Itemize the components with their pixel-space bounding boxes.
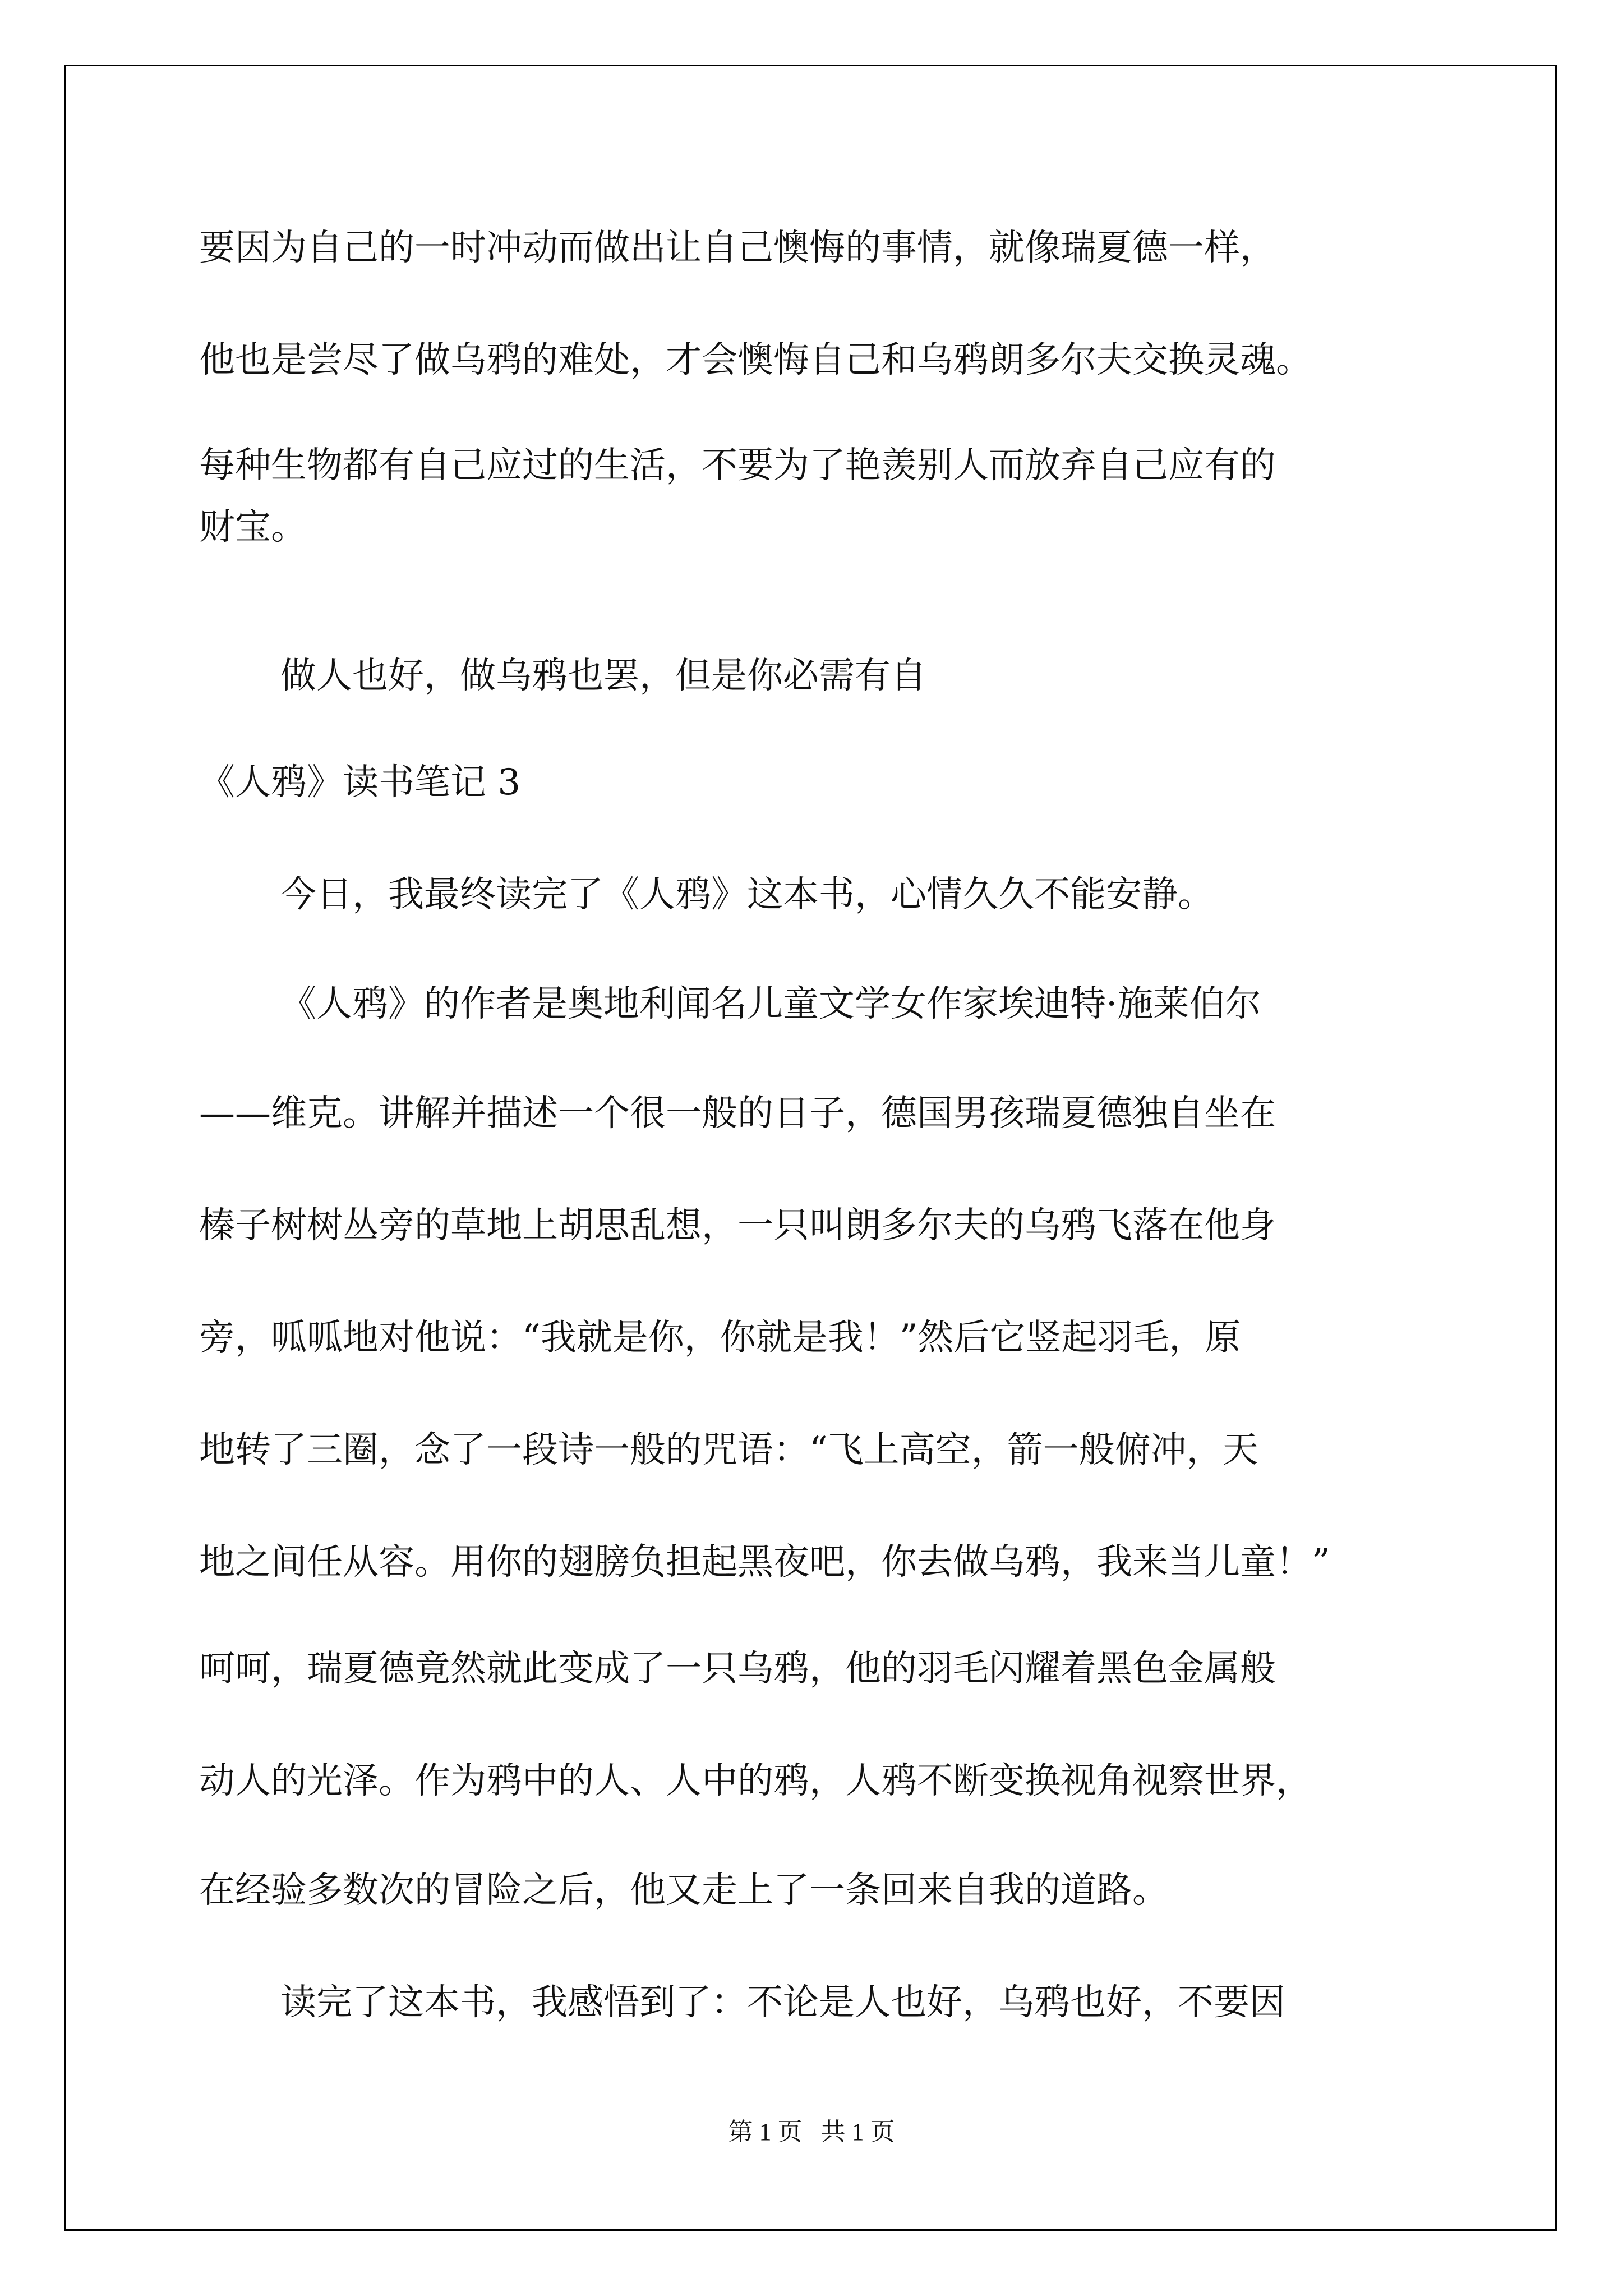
paragraph-line: 读完了这本书，我感悟到了：不论是人也好，乌鸦也好，不要因 [280,1982,1285,2023]
paragraph-line: 《人鸦》的作者是奥地利闻名儿童文学女作家埃迪特·施莱伯尔 [280,983,1261,1025]
text-line: 榛子树树丛旁的草地上胡思乱想，一只叫朗多尔夫的乌鸦飞落在他身 [199,1205,1276,1246]
text-line: 要因为自己的一时冲动而做出让自己懊悔的事情，就像瑞夏德一样， [199,227,1276,269]
text-line: 呵呵，瑞夏德竟然就此变成了一只乌鸦，他的羽毛闪耀着黑色金属般 [199,1648,1276,1690]
text-line: 地转了三圈，念了一段诗一般的咒语：“飞上高空，箭一般俯冲，天 [199,1429,1258,1471]
text-line: 他也是尝尽了做乌鸦的难处，才会懊悔自己和乌鸦朗多尔夫交换灵魂。 [199,339,1312,381]
paragraph-line: 做人也好，做乌鸦也罢，但是你必需有自 [280,655,926,697]
paragraph-line: 今日，我最终读完了《人鸦》这本书，心情久久不能安静。 [280,874,1214,915]
text-line: 动人的光泽。作为鸦中的人、人中的鸦，人鸦不断变换视角视察世界， [199,1760,1312,1802]
text-line: 财宝。 [199,507,307,548]
text-line: ——维克。讲解并描述一个很一般的日子，德国男孩瑞夏德独自坐在 [199,1093,1276,1134]
section-heading: 《人鸦》读书笔记 3 [199,762,521,803]
text-line: 旁，呱呱地对他说：“我就是你，你就是我！”然后它竖起羽毛，原 [199,1317,1241,1359]
text-line: 每种生物都有自己应过的生活，不要为了艳羡别人而放弃自己应有的 [199,445,1276,486]
text-line: 在经验多数次的冒险之后，他又走上了一条回来自我的道路。 [199,1870,1168,1911]
page-footer: 第 1 页 共 1 页 [728,2118,895,2146]
text-line: 地之间任从容。用你的翅膀负担起黑夜吧，你去做乌鸦，我来当儿童！” [199,1542,1330,1583]
